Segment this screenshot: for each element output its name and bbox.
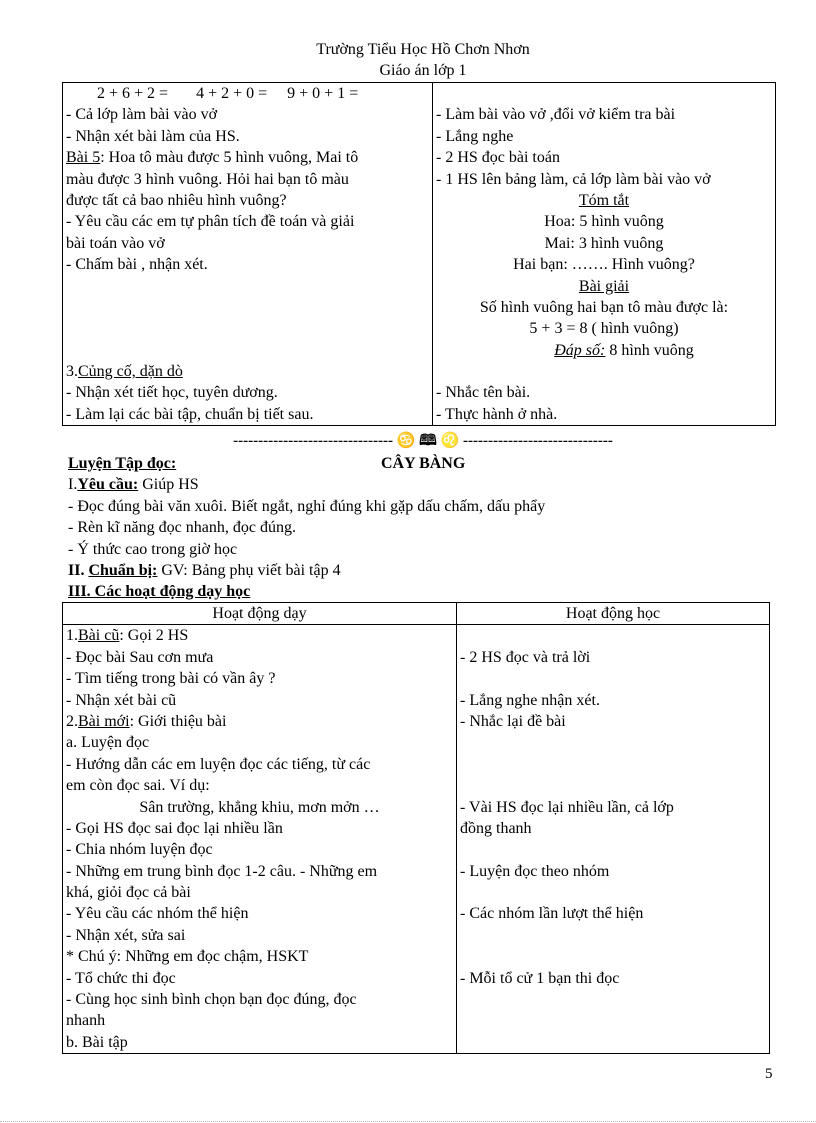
t2-right-line: [460, 882, 766, 903]
spacer: [66, 318, 429, 339]
cung-co-label: Củng cố, dặn dò: [78, 363, 183, 381]
dap-so-line: [436, 340, 772, 361]
yeu-cau-item: - Rèn kĩ năng đọc nhanh, đọc đúng.: [68, 519, 296, 536]
yeu-cau-item: - Ý thức cao trong giờ học: [68, 541, 238, 558]
bai5-text: : Hoa tô màu được 5 hình vuông, Mai tô: [100, 149, 359, 167]
muc2-num: II.: [68, 562, 85, 579]
muc2-label: Chuẩn bị:: [88, 562, 158, 579]
t2-left-line: [66, 711, 453, 732]
tom-tat-heading: Tóm tắt: [578, 191, 630, 209]
lesson2-title: CÂY BÀNG: [381, 455, 466, 472]
t2-left-line: nhanh: [66, 1012, 106, 1030]
tom-tat-mai: Mai: 3 hình vuông: [544, 234, 664, 252]
lesson2-subject: Luyện Tập đọc:: [68, 455, 177, 472]
spacer: [66, 297, 429, 318]
bai-moi-num: 2.: [66, 712, 78, 730]
equation-row: 2 + 6 + 2 = 4 + 2 + 0 = 9 + 0 + 1 =: [97, 85, 359, 102]
spacer: [436, 83, 772, 104]
table1-right-cell: [433, 83, 776, 426]
table2-right-cell: [457, 625, 770, 1054]
t2-right-line: - Vài HS đọc lại nhiều lần, cả lớp: [460, 798, 674, 816]
t2-right-line: [460, 754, 766, 775]
bai-giai-statement: Số hình vuông hai bạn tô màu được là:: [479, 298, 729, 316]
t2-left-line: - Những em trung bình đọc 1-2 câu. - Những em: [66, 862, 378, 880]
t2-left-line: b. Bài tập: [66, 1033, 128, 1051]
t2-right-line: [460, 946, 766, 967]
t2-left-line: - Hướng dẫn các em luyện đọc các tiếng, từ các: [66, 755, 371, 773]
school-header: Trường Tiểu Học Hồ Chơn Nhơn: [316, 41, 530, 58]
yeu-cau-line: [68, 474, 199, 495]
t2-right-line: đồng thanh: [460, 819, 532, 837]
table2-head-right: Hoạt động học: [457, 603, 770, 625]
lesson-header: Giáo án lớp 1: [379, 62, 467, 79]
t2-right-line: - Các nhóm lần lượt thể hiện: [460, 905, 644, 923]
t2-left-line: - Tìm tiếng trong bài có vần ây ?: [66, 670, 276, 688]
t2-right-line: - Luyện đọc theo nhóm: [460, 862, 610, 880]
t2-right-line: [460, 1032, 766, 1053]
bai5-line: [66, 147, 429, 168]
t1-left-line: màu được 3 hình vuông. Hỏi hai bạn tô màu: [66, 170, 349, 188]
t2-right-line: [460, 989, 766, 1010]
t2-left-line: - Chia nhóm luyện đọc: [66, 841, 213, 859]
t2-left-line: - Yêu cầu các nhóm thể hiện: [66, 905, 249, 923]
bai-moi-label: Bài mới: [78, 712, 130, 730]
chuan-bi-line: [68, 560, 341, 581]
t1-left-line: - Nhận xét bài làm của HS.: [66, 127, 240, 145]
t2-right-line: - Nhắc lại đề bài: [460, 712, 566, 730]
tom-tat-hoa: Hoa: 5 hình vuông: [544, 213, 664, 231]
bai-cu-num: 1.: [66, 627, 78, 645]
t1-right-line: - 2 HS đọc bài toán: [436, 149, 560, 167]
dap-so-label: Đáp số:: [554, 341, 606, 359]
lesson2-title-line: [68, 453, 466, 474]
bai5-label: Bài 5: [66, 149, 101, 167]
cung-co-line: [66, 361, 429, 382]
t2-right-line: [460, 925, 766, 946]
t1-right-line: - Làm bài vào vở ,đổi vở kiểm tra bài: [436, 106, 676, 124]
t2-left-line: - Nhận xét, sửa sai: [66, 926, 186, 944]
t2-left-line: [66, 625, 453, 646]
bai-moi-text: : Giới thiệu bài: [129, 712, 227, 730]
bai-giai-heading: Bài giải: [578, 277, 630, 295]
muc1-text: Giúp HS: [138, 476, 199, 493]
t1-right-line: - Lắng nghe: [436, 127, 514, 145]
t1-left-line: được tất cả bao nhiêu hình vuông?: [66, 191, 287, 209]
bai-cu-text: : Gọi 2 HS: [119, 627, 189, 645]
t2-left-line: Sân trường, khẳng khiu, mơn mởn …: [139, 798, 380, 816]
hoat-dong-heading: III. Các hoạt động dạy học: [68, 583, 251, 600]
page-bottom-rule: [0, 1121, 816, 1122]
spacer: [436, 361, 772, 382]
t2-right-line: [460, 732, 766, 753]
t2-right-line: - 2 HS đọc và trả lời: [460, 648, 591, 666]
page-number: 5: [765, 1066, 773, 1082]
bai-cu-label: Bài cũ: [78, 627, 120, 645]
bai-giai-calculation: 5 + 3 = 8 ( hình vuông): [529, 320, 679, 338]
t2-left-line: - Cùng học sinh bình chọn bạn đọc đúng, đọc: [66, 991, 357, 1009]
t1-left-line: bài toán vào vở: [66, 234, 165, 252]
t2-left-line: - Tổ chức thi đọc: [66, 969, 176, 987]
tom-tat-question: Hai bạn: ……. Hình vuông?: [513, 256, 695, 274]
table2-left-cell: [63, 625, 457, 1054]
t2-right-line: - Mỗi tổ cử 1 bạn thi đọc: [460, 969, 620, 987]
t2-right-line: [460, 625, 766, 646]
t1-right-line: - 1 HS lên bảng làm, cả lớp làm bài vào vở: [436, 170, 711, 188]
spacer: [66, 276, 429, 297]
t2-left-line: khá, giỏi đọc cả bài: [66, 884, 191, 902]
t1-left-line: - Yêu cầu các em tự phân tích đề toán và giải: [66, 213, 355, 231]
t2-right-line: [460, 839, 766, 860]
dap-so-value: 8 hình vuông: [605, 341, 694, 359]
t1-right-line: - Nhắc tên bài.: [436, 384, 531, 402]
t1-left-line: - Làm lại các bài tập, chuẩn bị tiết sau.: [66, 405, 314, 423]
t1-left-line: - Chấm bài , nhận xét.: [66, 256, 208, 274]
yeu-cau-item: - Đọc đúng bài văn xuôi. Biết ngắt, nghỉ đúng khi gặp dấu chấm, dấu phẩy: [68, 498, 546, 515]
t2-right-line: [460, 668, 766, 689]
activity-table-1: [62, 82, 776, 426]
t1-right-line: - Thực hành ở nhà.: [436, 405, 558, 423]
section-separator: -------------------------------- ♋ 🕮 ♌ ------------------------------: [233, 433, 613, 449]
t2-right-line: - Lắng nghe nhận xét.: [460, 691, 600, 709]
t2-right-line: [460, 775, 766, 796]
t2-left-line: - Gọi HS đọc sai đọc lại nhiều lần: [66, 819, 283, 837]
t2-left-line: - Nhận xét bài cũ: [66, 691, 177, 709]
spacer: [66, 340, 429, 361]
t2-left-line: em còn đọc sai. Ví dụ:: [66, 777, 210, 795]
t2-right-line: [460, 1010, 766, 1031]
t2-left-line: a. Luyện đọc: [66, 734, 150, 752]
t1-left-line: - Cả lớp làm bài vào vở: [66, 106, 218, 124]
t1-left-line: - Nhận xét tiết học, tuyên dương.: [66, 384, 278, 402]
table2-head-left: Hoạt động dạy: [63, 603, 457, 625]
table1-left-cell: [63, 83, 433, 426]
muc1-num: I.: [68, 476, 78, 493]
t2-left-line: * Chú ý: Những em đọc chậm, HSKT: [66, 948, 309, 966]
activity-table-2: [62, 602, 770, 1054]
cung-co-num: 3.: [66, 363, 78, 381]
muc1-label: Yêu cầu:: [77, 476, 139, 493]
t2-left-line: - Đọc bài Sau cơn mưa: [66, 648, 214, 666]
muc2-text: GV: Bảng phụ viết bài tập 4: [157, 562, 341, 579]
